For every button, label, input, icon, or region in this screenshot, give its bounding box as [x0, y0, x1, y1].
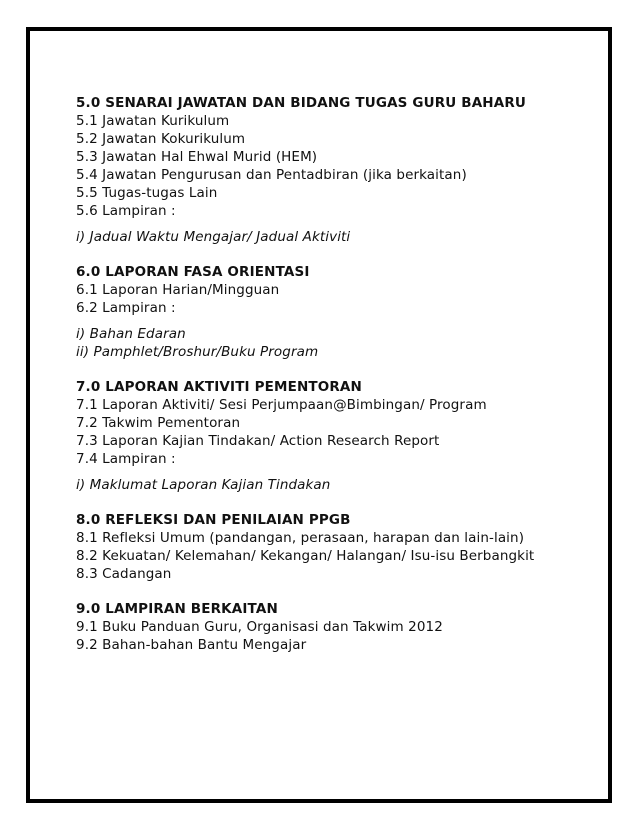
list-item: 8.3 Cadangan — [76, 566, 172, 582]
section-gap — [76, 583, 596, 600]
list-item: 5.1 Jawatan Kurikulum — [76, 113, 230, 129]
attachment-note: i) Maklumat Laporan Kajian Tindakan — [76, 477, 331, 493]
section-9 — [76, 600, 596, 654]
section-8 — [76, 511, 596, 583]
attachment-note: i) Jadual Waktu Mengajar/ Jadual Aktiviti — [76, 229, 351, 245]
list-item: 5.3 Jawatan Hal Ehwal Murid (HEM) — [76, 149, 318, 165]
list-item: 5.2 Jawatan Kokurikulum — [76, 131, 246, 147]
attachment-note: i) Bahan Edaran — [76, 326, 186, 342]
document-content — [76, 94, 596, 654]
list-item: 8.1 Refleksi Umum (pandangan, perasaan, harapan dan lain-lain) — [76, 530, 525, 546]
list-item: 7.4 Lampiran : — [76, 451, 176, 467]
list-item: 8.2 Kekuatan/ Kelemahan/ Kekangan/ Halangan/ Isu-isu Berbangkit — [76, 548, 535, 564]
section-7 — [76, 378, 596, 494]
attachment-notes — [76, 325, 596, 361]
attachment-note: ii) Pamphlet/Broshur/Buku Program — [76, 344, 319, 360]
list-item: 7.1 Laporan Aktiviti/ Sesi Perjumpaan@Bimbingan/ Program — [76, 397, 487, 413]
section-heading: 5.0 SENARAI JAWATAN DAN BIDANG TUGAS GURU BAHARU — [76, 95, 526, 111]
attachment-notes — [76, 476, 596, 494]
attachment-notes — [76, 228, 596, 246]
list-item: 5.6 Lampiran : — [76, 203, 176, 219]
section-gap — [76, 246, 596, 263]
list-item: 6.1 Laporan Harian/Mingguan — [76, 282, 280, 298]
section-heading: 7.0 LAPORAN AKTIVITI PEMENTORAN — [76, 379, 362, 395]
section-gap — [76, 494, 596, 511]
list-item: 9.2 Bahan-bahan Bantu Mengajar — [76, 637, 307, 653]
list-item: 7.2 Takwim Pementoran — [76, 415, 241, 431]
section-gap — [76, 361, 596, 378]
section-6 — [76, 263, 596, 361]
list-item: 9.1 Buku Panduan Guru, Organisasi dan Takwim 2012 — [76, 619, 443, 635]
list-item: 5.4 Jawatan Pengurusan dan Pentadbiran (jika berkaitan) — [76, 167, 467, 183]
section-heading: 6.0 LAPORAN FASA ORIENTASI — [76, 264, 310, 280]
list-item: 7.3 Laporan Kajian Tindakan/ Action Research Report — [76, 433, 440, 449]
section-5 — [76, 94, 596, 246]
list-item: 5.5 Tugas-tugas Lain — [76, 185, 218, 201]
section-heading: 9.0 LAMPIRAN BERKAITAN — [76, 601, 278, 617]
list-item: 6.2 Lampiran : — [76, 300, 176, 316]
section-heading: 8.0 REFLEKSI DAN PENILAIAN PPGB — [76, 512, 351, 528]
